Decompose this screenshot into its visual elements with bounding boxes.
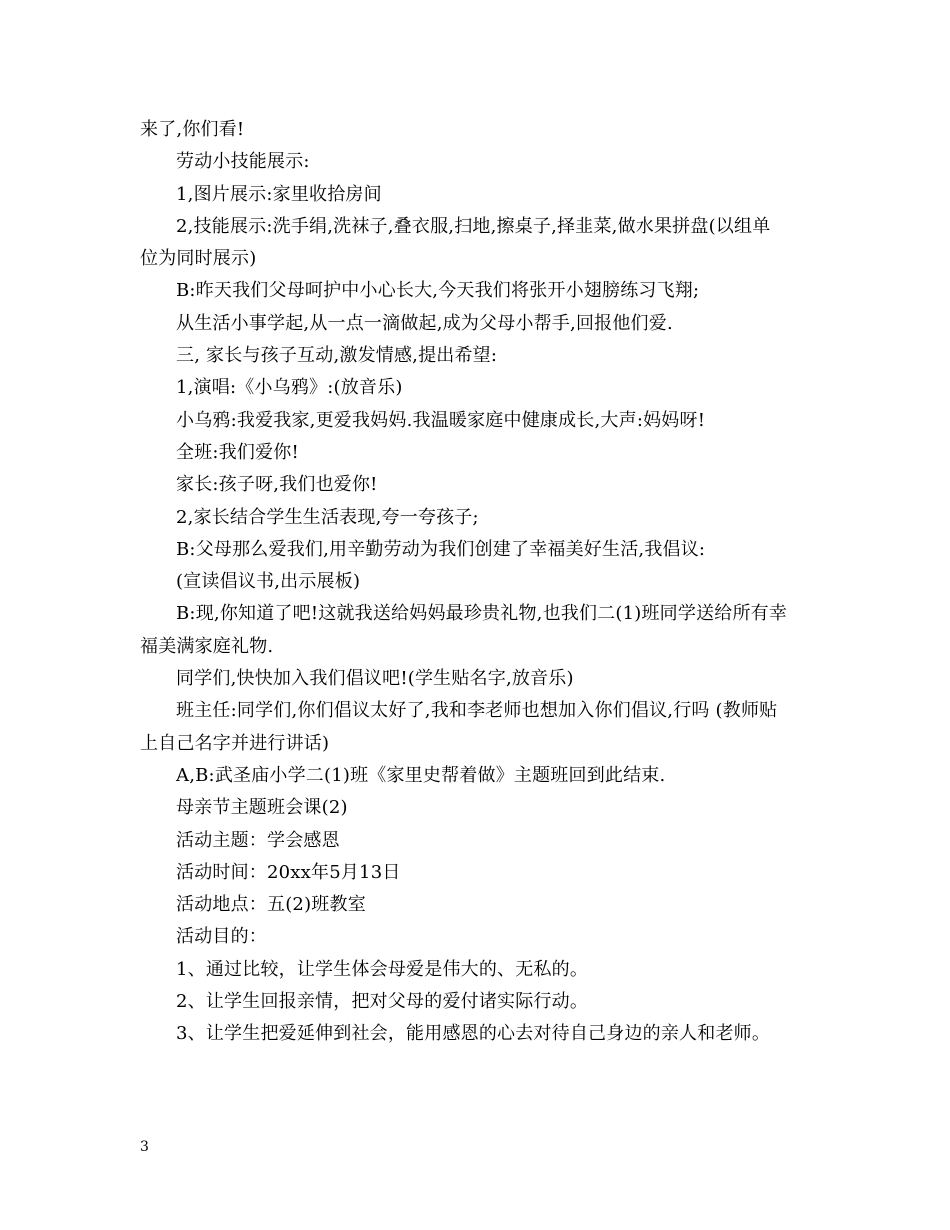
text-line: 全班:我们爱你! [176,441,299,463]
text-line: 2,技能展示:洗手绢,洗袜子,叠衣服,扫地,擦桌子,择韭菜,做水果拼盘(以组单 [176,215,771,237]
text-line: 小乌鸦:我爱我家,更爱我妈妈.我温暖家庭中健康成长,大声:妈妈呀! [176,409,706,431]
page-number: 3 [140,1139,149,1155]
text-line: 上自己名字并进行讲话) [140,732,330,754]
text-line: B:昨天我们父母呵护中小心长大,今天我们将张开小翅膀练习飞翔; [176,280,700,302]
text-line: 劳动小技能展示: [176,151,310,173]
text-line: 2、让学生回报亲情，把对父母的爱付诸实际行动。 [176,991,589,1013]
text-line: 活动时间：20xx年5月13日 [176,861,401,883]
text-line: 福美满家庭礼物. [140,635,274,657]
text-line: 2,家长结合学生生活表现,夸一夸孩子; [176,506,479,528]
text-line: 从生活小事学起,从一点一滴做起,成为父母小帮手,回报他们爱. [176,312,673,334]
text-line: 活动目的： [176,926,267,948]
text-line: 活动地点：五(2)班教室 [176,894,366,916]
text-line: 位为同时展示) [140,248,257,270]
text-line: 母亲节主题班会课(2) [176,797,348,819]
text-line: 3、让学生把爱延伸到社会，能用感恩的心去对待自己身边的亲人和老师。 [176,1023,771,1045]
text-line: 班主任:同学们,你们倡议太好了,我和李老师也想加入你们倡议,行吗 (教师贴 [176,700,778,722]
text-line: 1,演唱:《小乌鸦》:(放音乐) [176,377,403,399]
text-line: (宣读倡议书,出示展板) [176,571,361,593]
document-body [140,114,820,1051]
text-line: 家长:孩子呀,我们也爱你! [176,474,378,496]
text-line: 来了,你们看! [140,119,245,140]
text-line: 三, 家长与孩子互动,激发情感,提出希望: [176,345,498,367]
text-line: 活动主题：学会感恩 [176,829,340,851]
text-line: B:现,你知道了吧!这就我送给妈妈最珍贵礼物,也我们二(1)班同学送给所有幸 [176,603,788,625]
text-line: 同学们,快快加入我们倡议吧!(学生贴名字,放音乐) [176,668,574,690]
text-line: 1、通过比较，让学生体会母爱是伟大的、无私的。 [176,958,589,980]
text-line: 1,图片展示:家里收拾房间 [176,183,382,205]
text-line: A,B:武圣庙小学二(1)班《家里史帮着做》主题班回到此结束. [176,764,666,786]
text-line: B:父母那么爱我们,用辛勤劳动为我们创建了幸福美好生活,我倡议: [176,538,706,560]
